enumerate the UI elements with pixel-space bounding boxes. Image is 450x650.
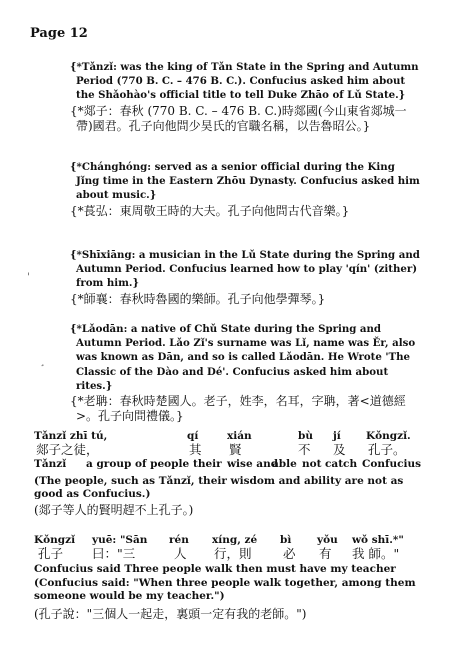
note-chinese: {*老聃：春秋時楚國人。老子，姓李，名耳，字聃，著<道德經>。孔子向問禮儀。} bbox=[70, 394, 406, 424]
chinese-word: 有 bbox=[319, 546, 332, 561]
english-word: catch bbox=[325, 458, 358, 470]
note-tanzi bbox=[70, 60, 420, 134]
english-row bbox=[34, 458, 429, 471]
chinese-word: 不 bbox=[298, 442, 311, 457]
chinese-row bbox=[34, 443, 429, 458]
sentence1-gloss bbox=[34, 430, 429, 471]
chinese-word: 郯子之徒， bbox=[36, 442, 99, 457]
note-chinese: {*師襄：春秋時魯國的樂師。孔子向他學彈琴。} bbox=[70, 291, 326, 306]
note-changhong bbox=[70, 160, 420, 219]
chinese-word: 行，則 bbox=[214, 546, 252, 561]
note-chinese: {*郯子：春秋 (770 B. C. – 476 B. C.)時郯國(今山東省郯城一帶)國君。孔子向他問少昊氏的官職名稱，以告魯昭公。} bbox=[70, 103, 407, 133]
english-word: wise and bbox=[227, 458, 279, 470]
sentence1-translation: (The people, such as Tǎnzǐ, their wisdom and ability are not as good as Confucius.) bbox=[34, 475, 404, 500]
english-word: Tǎnzǐ bbox=[34, 458, 67, 470]
pinyin-word: xíng, zé bbox=[212, 534, 258, 546]
english-word: able bbox=[272, 458, 297, 470]
note-chinese: {*萇弘：東周敬王時的大夫。孔子向他問古代音樂。} bbox=[70, 203, 350, 218]
sentence2-translation: (Confucius said: "When three people walk together, among them someone would be my teacher.") bbox=[34, 577, 416, 602]
margin-mark: ' bbox=[27, 272, 30, 283]
pinyin-word: bù bbox=[298, 430, 313, 442]
chinese-word: 我 師。" bbox=[352, 546, 400, 561]
chinese-row bbox=[34, 547, 429, 562]
chinese-word: 孔子。 bbox=[368, 442, 406, 457]
pinyin-word: Kǒngzǐ. bbox=[366, 430, 411, 442]
chinese-word: 賢 bbox=[229, 442, 242, 457]
pinyin-word: wǒ shī.*" bbox=[352, 534, 404, 546]
chinese-word: 必 bbox=[283, 546, 296, 561]
pinyin-word: rén bbox=[169, 534, 189, 546]
pinyin-word: xián bbox=[227, 430, 252, 442]
english-word: a group of people bbox=[86, 458, 190, 470]
page-label: Page 12 bbox=[30, 26, 88, 41]
note-english: {*Lǎodān: a native of Chǔ State during the Spring and Autumn Period. Lǎo Zǐ's surname was Lǐ, name was Ěr, also was known as Dān, and so is called Lǎodān. He Wrote 'The Classic of the Dào and Dé'. Confucius asked him about rites.} bbox=[70, 323, 416, 392]
note-laodan bbox=[70, 322, 420, 424]
note-english: {*Shīxiāng: a musician in the Lǔ State during the Spring and Autumn Period. Confucius learned how to play 'qín' (zither) from him.} bbox=[70, 249, 420, 290]
chinese-word: 曰："三 bbox=[92, 546, 136, 561]
english-word: Confucius bbox=[362, 458, 422, 470]
english-word: not bbox=[302, 458, 322, 470]
pinyin-word: yǒu bbox=[317, 534, 338, 546]
english-word: their bbox=[193, 458, 222, 470]
sentence2-gloss bbox=[34, 534, 429, 562]
margin-mark: ¸ bbox=[40, 356, 45, 367]
sentence1-zh-translation: (郯子等人的賢明趕不上孔子。) bbox=[34, 503, 194, 517]
pinyin-word: Tǎnzǐ zhī tú, bbox=[34, 430, 108, 442]
note-shixiang bbox=[70, 248, 420, 307]
chinese-word: 其 bbox=[189, 442, 202, 457]
note-english: {*Tǎnzǐ: was the king of Tǎn State in the Spring and Autumn Period (770 B. C. – 476 B. C.). Confucius asked him about the Shǎohào's official title to tell Duke Zhāo of Lǔ State.} bbox=[70, 61, 419, 102]
note-english: {*Chánghóng: served as a senior official during the King Jǐng time in the Eastern Zhōu Dynasty. Confucius asked him about music.} bbox=[70, 161, 420, 202]
pinyin-word: jí bbox=[333, 430, 341, 442]
pinyin-word: bì bbox=[280, 534, 292, 546]
pinyin-word: Kǒngzǐ bbox=[34, 534, 76, 546]
sentence2-zh-translation: (孔子說："三個人一起走，裏頭一定有我的老師。") bbox=[34, 607, 307, 621]
chinese-word: 孔子 bbox=[38, 546, 64, 561]
pinyin-word: yuē: "Sān bbox=[92, 534, 148, 546]
pinyin-word: qí bbox=[187, 430, 199, 442]
chinese-word: 及 bbox=[333, 442, 346, 457]
chinese-word: 人 bbox=[174, 546, 187, 561]
sentence2-english: Confucius said Three people walk then must have my teacher bbox=[34, 563, 396, 575]
